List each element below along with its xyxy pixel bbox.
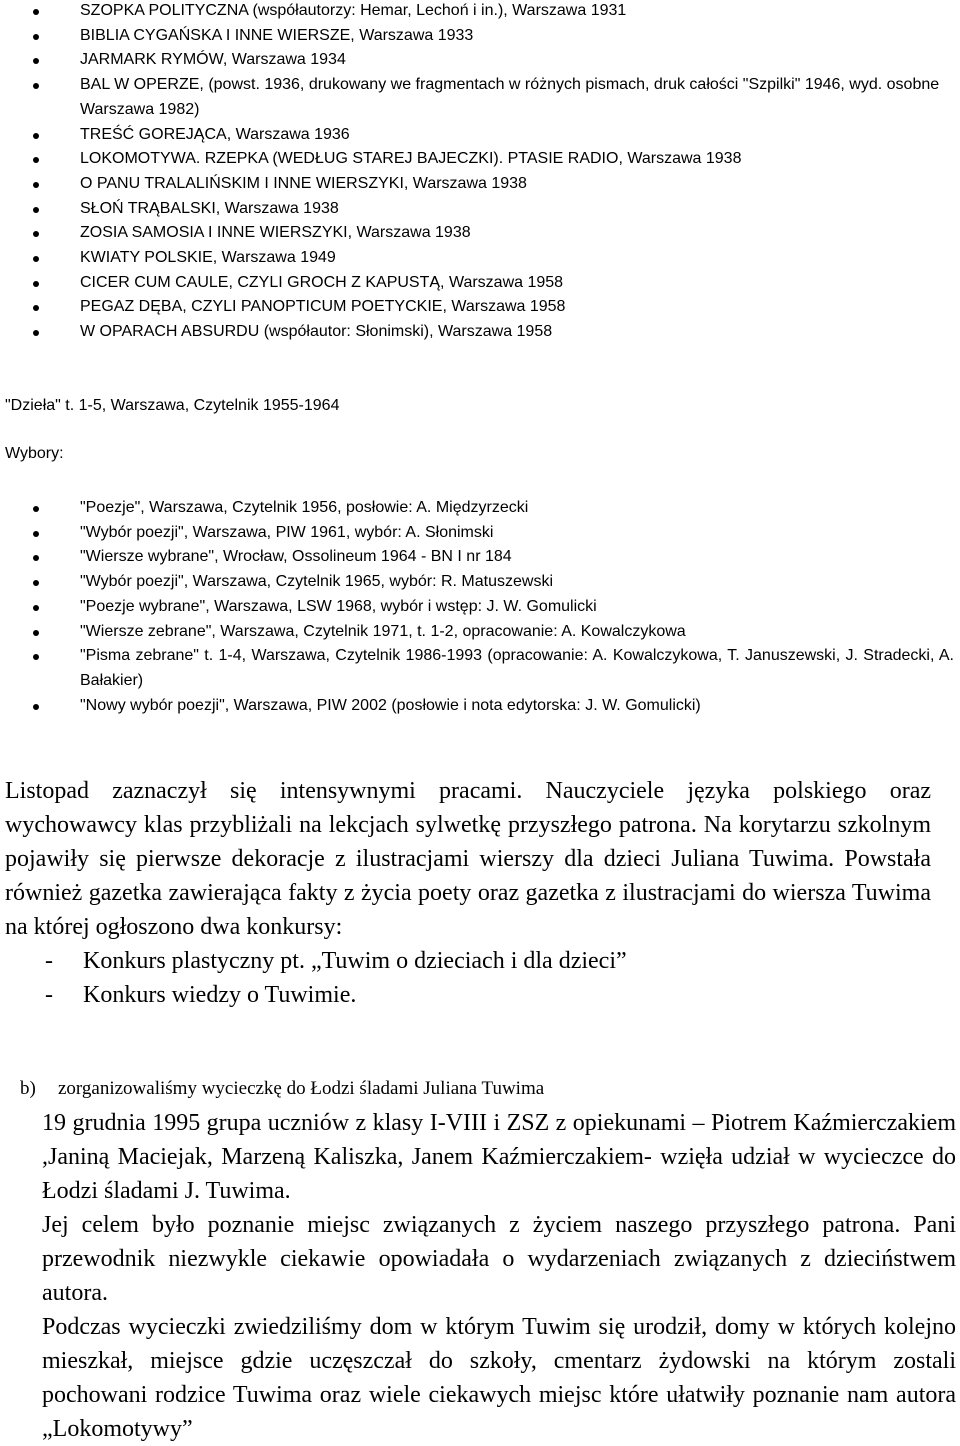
selections-heading: Wybory: xyxy=(5,445,64,462)
list-item: "Wybór poezji", Warszawa, Czytelnik 1965, wybór: R. Matuszewski xyxy=(0,570,960,595)
bullet-icon xyxy=(33,133,39,139)
list-item: "Wybór poezji", Warszawa, PIW 1961, wybór: A. Słonimski xyxy=(0,521,960,546)
list-item: KWIATY POLSKIE, Warszawa 1949 xyxy=(0,246,960,271)
list-item: LOKOMOTYWA. RZEPKA (WEDŁUG STAREJ BAJECZKI). PTASIE RADIO, Warszawa 1938 xyxy=(0,147,960,172)
list-item: "Poezje", Warszawa, Czytelnik 1956, posłowie: A. Międzyrzecki xyxy=(0,496,960,521)
trip-paragraph: 19 grudnia 1995 grupa uczniów z klasy I-VIII i ZSZ z opiekunami – Piotrem Kaźmierczakiem ,Janiną Maciejak, Marzeną Kaliszka, Janem Kaźmierczakiem- wzięła udział w wycieczce do Łodzi śladami J. Tuwima. xyxy=(42,1110,956,1204)
contest-item: - Konkurs plastyczny pt. „Tuwim o dzieciach i dla dzieci” xyxy=(45,948,627,974)
list-item: "Poezje wybrane", Warszawa, LSW 1968, wybór i wstęp: J. W. Gomulicki xyxy=(0,595,960,620)
list-item: BAL W OPERZE, (powst. 1936, drukowany we fragmentach w różnych pismach, druk całości "Szpilki" 1946, wyd. osobne Warszawa 1982) xyxy=(0,73,960,122)
bullet-icon xyxy=(33,704,39,710)
list-item: SŁOŃ TRĄBALSKI, Warszawa 1938 xyxy=(0,197,960,222)
bullet-icon xyxy=(33,231,39,237)
list-item: "Pisma zebrane" t. 1-4, Warszawa, Czytelnik 1986-1993 (opracowanie: A. Kowalczykowa, T. Januszewski, J. Stradecki, A. Bałakier) xyxy=(0,644,960,693)
trip-heading: b) zorganizowaliśmy wycieczkę do Łodzi śladami Juliana Tuwima xyxy=(20,1078,545,1099)
bullet-icon xyxy=(33,506,39,512)
bullet-icon xyxy=(33,580,39,586)
collected-works-line: "Dzieła" t. 1-5, Warszawa, Czytelnik 1955-1964 xyxy=(5,397,340,414)
bullet-icon xyxy=(33,555,39,561)
list-item: BIBLIA CYGAŃSKA I INNE WIERSZE, Warszawa 1933 xyxy=(0,24,960,49)
bullet-icon xyxy=(33,531,39,537)
bullet-icon xyxy=(33,605,39,611)
bullet-icon xyxy=(33,281,39,287)
november-section xyxy=(5,774,931,1012)
list-item: "Nowy wybór poezji", Warszawa, PIW 2002 (posłowie i nota edytorska: J. W. Gomulicki) xyxy=(0,694,960,719)
bullet-icon xyxy=(33,9,39,15)
list-item: W OPARACH ABSURDU (współautor: Słonimski), Warszawa 1958 xyxy=(0,320,960,345)
bullet-icon xyxy=(33,654,39,660)
bullet-icon xyxy=(33,207,39,213)
bullet-icon xyxy=(33,330,39,336)
list-item: JARMARK RYMÓW, Warszawa 1934 xyxy=(0,48,960,73)
bullet-icon xyxy=(33,34,39,40)
bullet-icon xyxy=(33,157,39,163)
works-list xyxy=(0,0,960,345)
list-item: SZOPKA POLITYCZNA (współautorzy: Hemar, Lechoń i in.), Warszawa 1931 xyxy=(0,0,960,24)
bullet-icon xyxy=(33,256,39,262)
trip-paragraph: Jej celem było poznanie miejsc związanych z życiem naszego przyszłego patrona. Pani przewodnik niezwykle ciekawie opowiadała o wydarzeniach związanych z dzieciństwem autora. xyxy=(42,1212,956,1306)
list-item: CICER CUM CAULE, CZYLI GROCH Z KAPUSTĄ, Warszawa 1958 xyxy=(0,271,960,296)
trip-section xyxy=(42,1106,956,1446)
list-item: "Wiersze wybrane", Wrocław, Ossolineum 1964 - BN I nr 184 xyxy=(0,545,960,570)
list-item: "Wiersze zebrane", Warszawa, Czytelnik 1971, t. 1-2, opracowanie: A. Kowalczykowa xyxy=(0,620,960,645)
bullet-icon xyxy=(33,58,39,64)
selections-list xyxy=(0,496,960,718)
list-item: ZOSIA SAMOSIA I INNE WIERSZYKI, Warszawa 1938 xyxy=(0,221,960,246)
november-paragraph: Listopad zaznaczył się intensywnymi pracami. Nauczyciele języka polskiego oraz wychowawcy klas przybliżali na lekcjach sylwetkę przyszłego patrona. Na korytarzu szkolnym pojawiły się pierwsze dekoracje z ilustracjami wierszy dla dzieci Juliana Tuwima. Powstała również gazetka zawierająca fakty z życia poety oraz gazetka z ilustracjami do wiersza Tuwima na której ogłoszono dwa konkursy: xyxy=(5,778,931,940)
bullet-icon xyxy=(33,182,39,188)
bullet-icon xyxy=(33,305,39,311)
list-item: PEGAZ DĘBA, CZYLI PANOPTICUM POETYCKIE, Warszawa 1958 xyxy=(0,295,960,320)
list-item: TREŚĆ GOREJĄCA, Warszawa 1936 xyxy=(0,123,960,148)
bullet-icon xyxy=(33,83,39,89)
bullet-icon xyxy=(33,630,39,636)
list-item: O PANU TRALALIŃSKIM I INNE WIERSZYKI, Warszawa 1938 xyxy=(0,172,960,197)
contest-item: - Konkurs wiedzy o Tuwimie. xyxy=(45,982,357,1008)
trip-paragraph: Podczas wycieczki zwiedziliśmy dom w którym Tuwim się urodził, domy w których kolejno mieszkał, miejsce gdzie uczęszczał do szkoły, cmentarz żydowski na którym zostali pochowani rodzice Tuwima oraz wiele ciekawych miejsc które ułatwiły poznanie nam autora „Lokomotywy” xyxy=(42,1314,956,1442)
